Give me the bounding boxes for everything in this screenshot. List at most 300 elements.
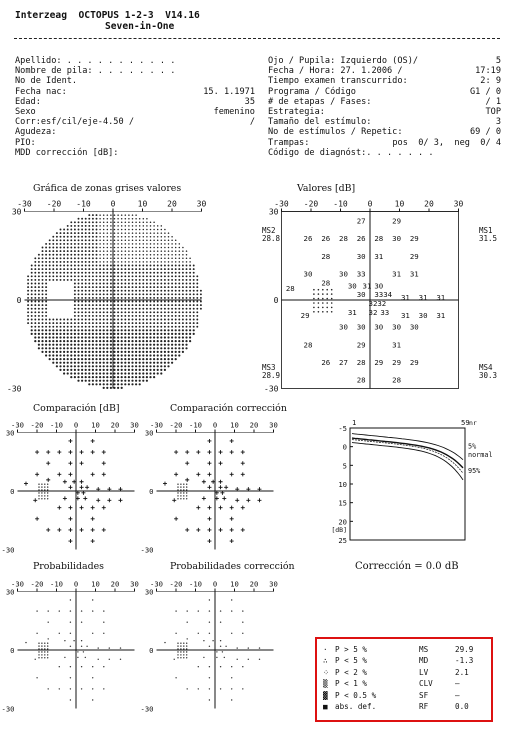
grey-dot	[193, 268, 195, 270]
grey-dot	[150, 240, 152, 242]
grey-dot	[150, 301, 152, 303]
grey-dot	[78, 311, 80, 313]
prob-dot	[92, 633, 93, 634]
grey-dot	[81, 272, 83, 274]
grey-dot	[34, 311, 36, 313]
grey-dot	[27, 304, 29, 306]
program-title: Seven-in-One	[105, 21, 175, 32]
grey-dot	[160, 340, 162, 342]
grey-dot	[96, 218, 98, 220]
grey-dot	[153, 240, 155, 242]
grey-dot	[81, 322, 83, 324]
grey-dot	[178, 333, 180, 335]
grey-dot	[114, 254, 116, 256]
grey-dot	[85, 376, 87, 378]
grey-dot	[113, 380, 115, 382]
grey-dot	[95, 383, 97, 385]
grey-dot	[106, 351, 108, 353]
grey-dot	[128, 362, 130, 364]
grey-dot	[128, 258, 130, 260]
grey-dot	[114, 258, 116, 260]
x-tick-label: 0	[73, 579, 79, 589]
grey-dot	[160, 326, 162, 328]
prob-dot	[70, 699, 71, 700]
grey-dot	[34, 322, 36, 324]
grey-dot	[74, 326, 76, 328]
grey-dot	[81, 380, 83, 382]
bebie-y-tick: 5	[342, 461, 347, 471]
grey-dot	[117, 362, 119, 364]
grey-dot	[92, 344, 94, 346]
grey-dot	[157, 275, 159, 277]
value-label: 33	[374, 290, 384, 300]
grey-dot	[164, 365, 166, 367]
grey-dot	[88, 347, 90, 349]
x-tick-label: 0	[110, 199, 116, 209]
grey-dot	[139, 362, 141, 364]
grey-dot	[153, 308, 155, 310]
grey-dot	[153, 344, 155, 346]
grey-dot	[78, 257, 80, 259]
grey-dot	[175, 329, 177, 331]
grey-dot	[106, 387, 108, 389]
patient-label: Sexo	[15, 106, 36, 117]
grey-dot	[121, 250, 123, 252]
grey-dot	[186, 258, 188, 260]
grey-dot	[161, 229, 163, 231]
grey-dot	[121, 236, 123, 238]
grey-dot	[175, 326, 177, 328]
value-label: 30	[356, 290, 366, 300]
grey-dot	[121, 275, 123, 277]
prob-dot	[209, 599, 210, 600]
grey-dot	[63, 254, 65, 256]
grey-dot	[38, 322, 40, 324]
grey-dot	[121, 229, 123, 231]
grey-dot	[124, 383, 126, 385]
grey-dot	[99, 268, 101, 270]
grey-dot	[189, 290, 191, 292]
patient-row	[15, 66, 255, 76]
grey-dot	[56, 329, 58, 331]
ms3-label: MS3 28.9	[262, 363, 281, 380]
grey-dot	[31, 301, 33, 303]
grey-dot	[113, 372, 115, 374]
value-label: 30	[339, 322, 348, 332]
grey-dot	[164, 347, 166, 349]
grey-dot	[74, 333, 76, 335]
grey-dot	[189, 311, 191, 313]
grey-dot	[167, 358, 169, 360]
grey-dot	[106, 268, 108, 270]
grey-dot	[178, 293, 180, 295]
grey-dot	[153, 261, 155, 263]
grey-dot	[121, 297, 123, 299]
grey-dot	[81, 329, 83, 331]
blind-spot-dot	[47, 643, 48, 644]
grey-dot	[110, 279, 112, 281]
grey-dot	[110, 354, 112, 356]
grey-dot	[70, 229, 72, 231]
grey-dot	[45, 344, 47, 346]
patient-row	[15, 97, 255, 107]
comparison-corr-title: Comparación corrección	[170, 403, 287, 414]
grey-dot	[135, 340, 137, 342]
grey-dot	[121, 254, 123, 256]
exam-row	[268, 117, 501, 127]
x-tick-label: 20	[110, 420, 120, 430]
grey-dot	[128, 236, 130, 238]
prob-dot	[220, 688, 221, 689]
grey-dot	[103, 304, 105, 306]
grey-dot	[106, 340, 108, 342]
grey-dot	[85, 354, 87, 356]
prob-dot	[92, 677, 93, 678]
y-tick-label: 30	[11, 207, 22, 217]
grey-dot	[128, 380, 130, 382]
grey-dot	[60, 275, 62, 277]
blind-spot-dot	[44, 645, 45, 646]
grey-dot	[139, 319, 141, 321]
grey-dot	[81, 354, 83, 356]
prob-dot	[70, 677, 71, 678]
grey-dot	[81, 283, 83, 285]
grey-dot	[117, 286, 119, 288]
legend-symbol-icon: ·	[323, 645, 328, 654]
grey-dot	[103, 290, 105, 292]
blind-spot-dot	[44, 643, 45, 644]
grey-dot	[88, 232, 90, 234]
exam-row	[268, 127, 501, 137]
grey-dot	[171, 351, 173, 353]
grey-dot	[128, 372, 130, 374]
plus-symbol	[174, 450, 178, 454]
grey-dot	[150, 229, 152, 231]
grey-dot	[175, 250, 177, 252]
grey-dot	[60, 326, 62, 328]
grey-dot	[85, 369, 87, 371]
grey-dot	[38, 336, 40, 338]
grey-dot	[114, 240, 116, 242]
grey-dot	[139, 272, 141, 274]
grey-dot	[92, 362, 94, 364]
grey-dot	[38, 297, 40, 299]
grey-dot	[56, 254, 58, 256]
grey-dot	[27, 279, 29, 281]
blind-spot-dot	[177, 498, 178, 499]
grey-dot	[178, 311, 180, 313]
grey-dot	[103, 354, 105, 356]
grey-dot	[92, 243, 94, 245]
grey-dot	[63, 257, 65, 259]
prob-dot	[77, 651, 78, 652]
grey-dot	[85, 236, 87, 238]
grey-dot	[70, 354, 72, 356]
grey-dot	[171, 340, 173, 342]
grey-dot	[171, 336, 173, 338]
grey-dot	[121, 272, 123, 274]
grey-dot	[135, 275, 137, 277]
grey-dot	[110, 222, 112, 224]
grey-dot	[132, 293, 134, 295]
grey-dot	[132, 225, 134, 227]
grey-dot	[110, 376, 112, 378]
grey-dot	[63, 329, 65, 331]
grey-dot	[193, 293, 195, 295]
grey-dot	[168, 268, 170, 270]
blind-spot-dot	[177, 643, 178, 644]
grey-dot	[146, 229, 148, 231]
grey-dot	[149, 351, 151, 353]
grey-dot	[88, 383, 90, 385]
grey-dot	[45, 354, 47, 356]
grey-dot	[146, 232, 148, 234]
grey-dot	[110, 243, 112, 245]
grey-dot	[153, 326, 155, 328]
prob-dot	[259, 659, 260, 660]
prob-dot	[92, 688, 93, 689]
grey-dot	[135, 254, 137, 256]
y-tick-label: 0	[10, 487, 15, 496]
grey-dot	[81, 250, 83, 252]
grey-dot	[110, 218, 112, 220]
grey-dot	[146, 365, 148, 367]
grey-dot	[125, 218, 127, 220]
plus-symbol	[207, 461, 211, 465]
blind-spot-dot	[180, 492, 181, 493]
grey-dot	[128, 225, 130, 227]
grey-dot	[49, 239, 51, 241]
grey-dot	[85, 344, 87, 346]
grey-dot	[52, 351, 54, 353]
blind-spot-dot	[47, 654, 48, 655]
legend-text: P > 5 %	[335, 645, 368, 654]
grey-dot	[121, 279, 123, 281]
y-tick-label: -30	[140, 704, 154, 714]
prob-corr-title: Probabilidades corrección	[170, 561, 295, 572]
value-label: 33	[356, 269, 366, 279]
grey-dot	[60, 268, 62, 270]
grey-dot	[128, 232, 130, 234]
grey-dot	[132, 297, 134, 299]
legend-text: P < 2 %	[335, 667, 368, 677]
grey-dot	[149, 333, 151, 335]
grey-dot	[157, 301, 159, 303]
grey-dot	[124, 336, 126, 338]
grey-dot	[49, 347, 51, 349]
blind-spot-dot	[38, 498, 39, 499]
grey-dot	[128, 351, 130, 353]
grey-dot	[146, 290, 148, 292]
grey-dot	[74, 254, 76, 256]
grey-dot	[171, 290, 173, 292]
grey-dot	[113, 347, 115, 349]
grey-dot	[143, 261, 145, 263]
grey-dot	[103, 365, 105, 367]
grey-dot	[92, 279, 94, 281]
grey-dot	[45, 279, 47, 281]
grey-dot	[178, 279, 180, 281]
grey-dot	[45, 268, 47, 270]
grey-dot	[106, 329, 108, 331]
grey-dot	[59, 351, 61, 353]
grey-dot	[139, 351, 141, 353]
prob-dot	[212, 640, 213, 641]
grey-dot	[186, 275, 188, 277]
grey-dot	[200, 293, 202, 295]
grey-dot	[88, 214, 90, 216]
grey-dot	[67, 279, 69, 281]
legend-symbol-icon: ⁘	[323, 667, 330, 677]
x-tick-label: 30	[130, 420, 139, 430]
grey-dot	[52, 340, 54, 342]
value-label: 29	[392, 216, 402, 226]
blind-spot-dot	[47, 651, 48, 652]
grey-dot	[164, 240, 166, 242]
grey-dot	[74, 257, 76, 259]
grey-dot	[157, 319, 159, 321]
y-tick-label: 30	[144, 428, 154, 438]
grey-dot	[34, 336, 36, 338]
grey-dot	[81, 239, 83, 241]
grey-dot	[182, 275, 184, 277]
legend-stat-value: –	[455, 690, 460, 700]
grey-dot	[182, 265, 184, 267]
grey-dot	[146, 311, 148, 313]
grey-dot	[110, 265, 112, 267]
exam-row	[268, 97, 501, 107]
grey-dot	[164, 290, 166, 292]
grey-dot	[168, 311, 170, 313]
grey-dot	[160, 272, 162, 274]
grey-dot	[200, 301, 202, 303]
blind-spot-dot	[180, 648, 181, 649]
grey-dot	[92, 293, 94, 295]
grey-dot	[88, 329, 90, 331]
grey-dot	[110, 336, 112, 338]
grey-dot	[146, 293, 148, 295]
grey-dot	[42, 319, 44, 321]
grey-dot	[106, 362, 108, 364]
grey-dot	[63, 372, 65, 374]
grey-dot	[106, 301, 108, 303]
grey-dot	[168, 326, 170, 328]
grey-dot	[171, 268, 173, 270]
grey-dot	[103, 319, 105, 321]
grey-dot	[135, 265, 137, 267]
grey-dot	[139, 236, 141, 238]
prob-dot	[242, 666, 243, 667]
patient-label: MDD corrección [dB]:	[15, 147, 119, 158]
grey-dot	[103, 344, 105, 346]
prob-dot	[83, 651, 84, 652]
grey-dot	[171, 240, 173, 242]
prob-dot	[98, 647, 99, 648]
grey-dot	[146, 344, 148, 346]
grey-dot	[157, 290, 159, 292]
grey-dot	[114, 214, 116, 216]
prob-dot	[120, 659, 121, 660]
grey-dot	[117, 275, 119, 277]
grey-dot	[142, 362, 144, 364]
grey-dot	[171, 308, 173, 310]
grey-dot	[110, 297, 112, 299]
grey-dot	[96, 304, 98, 306]
grey-dot	[92, 383, 94, 385]
grey-dot	[85, 239, 87, 241]
blind-spot-dot	[186, 486, 187, 487]
grey-dot	[113, 344, 115, 346]
grey-dot	[175, 344, 177, 346]
legend-stat-key: SF	[419, 690, 429, 700]
grey-dot	[146, 372, 148, 374]
grey-dot	[85, 329, 87, 331]
grey-dot	[189, 301, 191, 303]
bebie-curve-plot	[320, 416, 510, 556]
blind-spot-dot	[38, 651, 39, 652]
grey-dot	[38, 257, 40, 259]
grey-dot	[31, 333, 33, 335]
grey-dot	[95, 365, 97, 367]
grey-dot	[45, 265, 47, 267]
grey-dot	[113, 333, 115, 335]
plus-symbol	[235, 498, 239, 502]
prob-dot	[48, 622, 49, 623]
prob-dot	[81, 622, 82, 623]
patient-row	[15, 148, 255, 158]
plus-symbol	[46, 528, 50, 532]
grey-dot	[34, 257, 36, 259]
grey-dot	[142, 376, 144, 378]
prob-dot	[64, 657, 65, 658]
blind-spot-dot	[331, 289, 333, 291]
grey-dot	[142, 351, 144, 353]
grey-dot	[153, 290, 155, 292]
grey-dot	[41, 340, 43, 342]
grey-dot	[171, 279, 173, 281]
grey-dot	[157, 315, 159, 317]
grey-dot	[67, 365, 69, 367]
grey-dot	[135, 322, 137, 324]
grey-dot	[70, 243, 72, 245]
grey-dot	[45, 286, 47, 288]
value-label: 27	[339, 357, 348, 367]
grey-dot	[27, 297, 29, 299]
blind-spot-dot	[186, 495, 187, 496]
grey-dot	[31, 319, 33, 321]
grey-dot	[149, 372, 151, 374]
value-label: 33	[380, 307, 390, 317]
grey-dot	[70, 376, 72, 378]
grey-dot	[81, 365, 83, 367]
bebie-label-5: 5%	[468, 442, 477, 451]
prob-dot	[220, 666, 221, 667]
legend-stat-value: –	[455, 679, 460, 689]
grey-dot	[153, 268, 155, 270]
patient-info	[15, 56, 255, 158]
grey-dot	[114, 326, 116, 328]
plus-symbol	[35, 517, 39, 521]
grey-dot	[45, 336, 47, 338]
grey-dot	[92, 236, 94, 238]
grey-dot	[27, 275, 29, 277]
grey-dot	[52, 257, 54, 259]
grey-dot	[67, 257, 69, 259]
grey-dot	[124, 354, 126, 356]
grey-dot	[124, 347, 126, 349]
blind-spot-dot	[44, 489, 45, 490]
grey-dot	[74, 376, 76, 378]
